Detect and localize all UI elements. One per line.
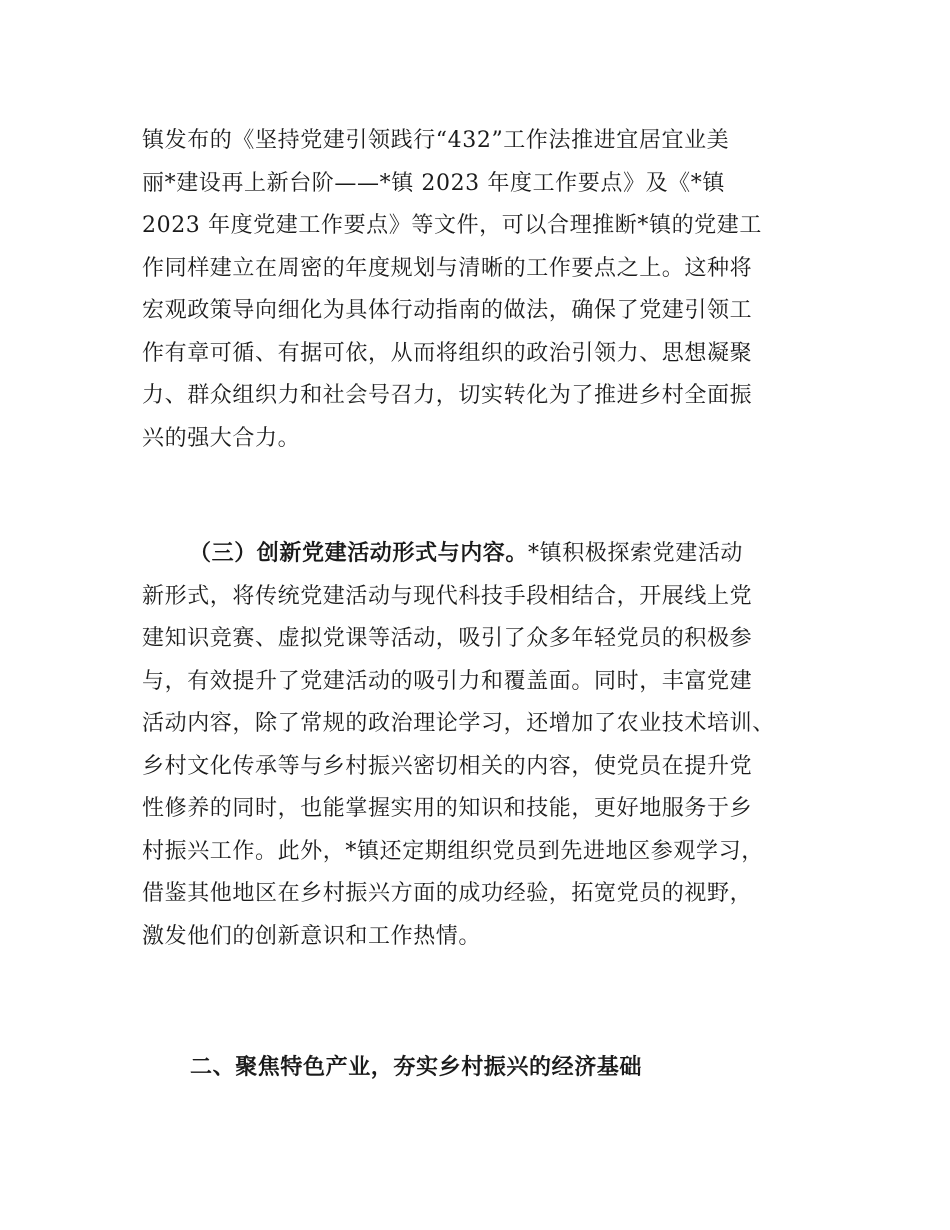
paragraph-line: 兴的强大合力。 bbox=[142, 425, 301, 451]
paragraph-line: 乡村文化传承等与乡村振兴密切相关的内容，使党员在提升党 bbox=[142, 753, 753, 779]
paragraph-line: 丽*建设再上新台阶——*镇 2023 年度工作要点》及《*镇 bbox=[142, 170, 725, 196]
paragraph-first-line bbox=[142, 533, 810, 576]
paragraph-line: 作同样建立在周密的年度规划与清晰的工作要点之上。这种将 bbox=[142, 255, 753, 281]
paragraph-line: 借鉴其他地区在乡村振兴方面的成功经验，拓宽党员的视野， bbox=[142, 881, 753, 906]
paragraph-policy-documents bbox=[142, 120, 810, 460]
paragraph-line: 宏观政策导向细化为具体行动指南的做法，确保了党建引领工 bbox=[142, 298, 753, 323]
paragraph-line: 性修养的同时，也能掌握实用的知识和技能，更好地服务于乡 bbox=[142, 796, 753, 821]
paragraph-line: 与，有效提升了党建活动的吸引力和覆盖面。同时，丰富党建 bbox=[142, 668, 753, 694]
paragraph-line: 力、群众组织力和社会号召力，切实转化为了推进乡村全面振 bbox=[142, 383, 753, 408]
paragraph-line: 建知识竞赛、虚拟党课等活动，吸引了众多年轻党员的积极参 bbox=[142, 626, 753, 651]
paragraph-line: 作有章可循、有据可依，从而将组织的政治引领力、思想凝聚 bbox=[142, 340, 753, 366]
paragraph-line: 2023 年度党建工作要点》等文件，可以合理推断*镇的党建工 bbox=[142, 213, 762, 238]
section-heading: 二、聚焦特色产业，夯实乡村振兴的经济基础 bbox=[190, 1055, 643, 1080]
paragraph-line: 新形式，将传统党建活动与现代科技手段相结合，开展线上党 bbox=[142, 583, 753, 609]
subsection-heading: （三）创新党建活动形式与内容。 bbox=[189, 541, 529, 566]
paragraph-line: 镇发布的《坚持党建引领践行“432”工作法推进宜居宜业美 bbox=[142, 128, 730, 153]
paragraph-line: 激发他们的创新意识和工作热情。 bbox=[142, 923, 482, 949]
paragraph-line: 活动内容，除了常规的政治理论学习，还增加了农业技术培训、 bbox=[142, 711, 775, 736]
paragraph-line-continuation: *镇积极探索党建活动 bbox=[528, 541, 744, 566]
paragraph-innovate-activities bbox=[142, 533, 810, 958]
paragraph-line: 村振兴工作。此外，*镇还定期组织党员到先进地区参观学习， bbox=[142, 838, 764, 864]
